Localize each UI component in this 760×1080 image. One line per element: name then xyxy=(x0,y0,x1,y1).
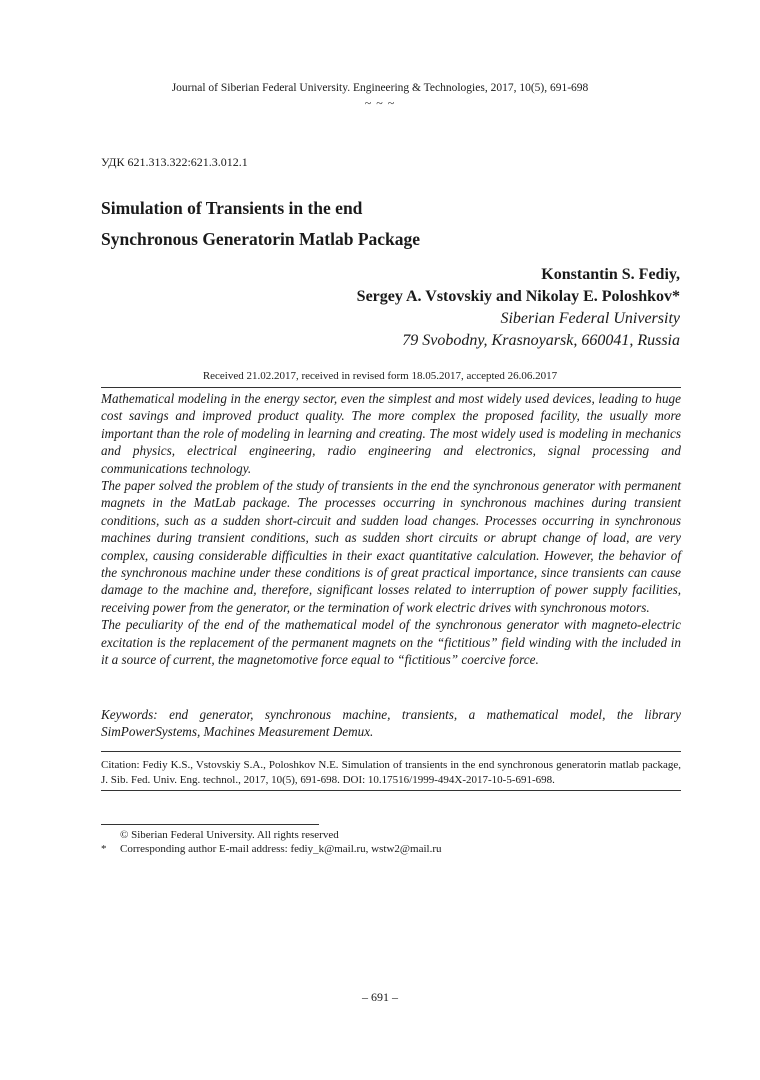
header-ornament: ~ ~ ~ xyxy=(364,96,396,110)
abstract-paragraph-3: The peculiarity of the end of the mathematical model of the synchronous generator with magneto-electric excitation is the replacement of the permanent magnets on the “fictitious” field winding with the included in it a source of current, the magnetomotive force equal to “fictitious” coercive force. xyxy=(101,617,681,668)
corresponding-text: Corresponding author E-mail address: fediy_k@mail.ru, wstw2@mail.ru xyxy=(120,842,442,855)
footnote-rule xyxy=(101,824,319,825)
abstract-top-rule xyxy=(101,387,681,388)
abstract-paragraph-1: Mathematical modeling in the energy sector, even the simplest and most widely used devices, leading to huge cost savings and improved product quality. The more complex the proposed facility, the usually more important than the role of modeling in learning and creating. The most widely used is modeling in mechanics and physics, electrical engineering, radio engineering and electronics, signal processing and communications technology. xyxy=(101,391,681,476)
copyright-note xyxy=(101,829,441,843)
authors-line-2: Sergey A. Vstovskiy and Nikolay E. Poloshkov* xyxy=(356,288,680,305)
corresponding-note xyxy=(101,843,441,857)
page-number: – 691 – xyxy=(362,990,398,1004)
received-dates: Received 21.02.2017, received in revised form 18.05.2017, accepted 26.06.2017 xyxy=(202,370,558,382)
citation-bottom-rule xyxy=(101,790,681,791)
copyright-text: © Siberian Federal University. All rights reserved xyxy=(120,829,339,841)
citation-top-rule xyxy=(101,751,681,752)
title-line-1: Simulation of Transients in the end xyxy=(101,198,363,218)
footnote-marker: * xyxy=(101,842,107,855)
citation: Citation: Fediy K.S., Vstovskiy S.A., Poloshkov N.E. Simulation of transients in the end synchronous generatorin matlab package, J. Sib. Fed. Univ. Eng. technol., 2017, 10(5), 691-698. DOI: 10.17516/1999-494X-2017-10-5-691-698. xyxy=(101,759,681,786)
abstract-paragraph-2: The paper solved the problem of the study of transients in the end the synchronous generator with permanent magnets in the MatLab package. The processes occurring in synchronous machines during transient conditions, such as a sudden short-circuit and sudden load changes. Processes occurring in synchronous machines during transient conditions, such as sudden short circuits or abrupt change of load, are very complex, causing considerable difficulties in their exact quantitative calculation. However, the behavior of the synchronous machine under these conditions is of great practical importance, since transients can cause damage to the machine and, therefore, significant losses related to interruption of power supply facilities, receiving power from the generator, or the termination of work electric drives with synchronous motors. xyxy=(101,478,681,615)
affiliation-address: 79 Svobodny, Krasnoyarsk, 660041, Russia xyxy=(402,332,680,349)
paper-title xyxy=(101,193,420,255)
keywords: Keywords: end generator, synchronous machine, transients, a mathematical model, the library SimPowerSystems, Machines Measurement Demux. xyxy=(101,707,681,740)
affiliation: Siberian Federal University xyxy=(500,310,680,327)
title-line-2: Synchronous Generatorin Matlab Package xyxy=(101,229,421,249)
abstract xyxy=(101,390,681,669)
author-block xyxy=(357,264,680,352)
authors-line-1: Konstantin S. Fediy, xyxy=(541,266,680,283)
udk-code: УДК 621.313.322:621.3.012.1 xyxy=(101,155,248,169)
footnotes xyxy=(101,829,441,856)
journal-header: Journal of Siberian Federal University. Engineering & Technologies, 2017, 10(5), 691-698 xyxy=(171,82,589,94)
